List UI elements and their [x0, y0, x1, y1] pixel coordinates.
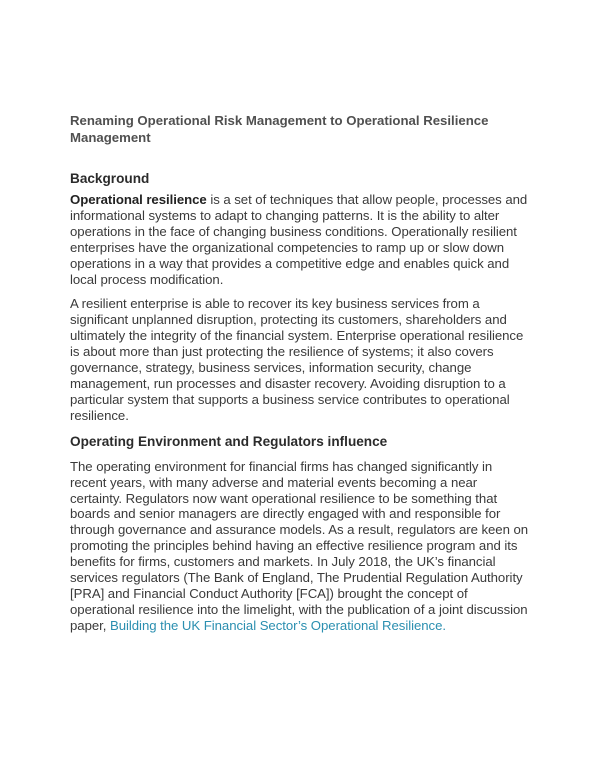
- background-paragraph-1: [70, 192, 532, 287]
- environment-paragraph-1: [70, 459, 532, 634]
- term-operational-resilience: Operational resilience: [70, 192, 207, 207]
- discussion-paper-link[interactable]: Building the UK Financial Sector’s Operational Resilience.: [109, 617, 446, 633]
- document-title: Renaming Operational Risk Management to Operational Resilience Management: [70, 113, 489, 145]
- environment-paragraph-1-text: The operating environment for financial firms has changed significantly in recent years, with many adverse and material events becoming a near certainty. Regulators now want operational resilience to be something that boards and senior managers are directly engaged with and responsible for through governance and assurance models. As a result, regulators are keen on promoting the principles behind having an effective resilience program and its benefits for firms, customers and markets. In July 2018, the UK’s financial services regulators (The Bank of England, The Prudential Regulation Authority [PRA] and Financial Conduct Authority [FCA]) brought the concept of operational resilience into the limelight, with the publication of a joint discussion paper,: [70, 458, 529, 633]
- document-page: [70, 112, 532, 643]
- section-heading-environment: Operating Environment and Regulators influence: [70, 433, 388, 449]
- background-paragraph-2: A resilient enterprise is able to recover its key business services from a significant unplanned disruption, protecting its customers, shareholders and ultimately the integrity of the financial system. Enterprise operational resilience is about more than just protecting the resilience of systems; it also covers governance, strategy, business services, information security, change management, run processes and disaster recovery. Avoiding disruption to a particular system that supports a business service contributes to operational resilience.: [70, 296, 524, 423]
- background-paragraph-1-text: is a set of techniques that allow people, processes and informational systems to adapt to changing patterns. It is the ability to alter operations in the face of changing business conditions. Operationally resilient enterprises have the organizational competencies to ramp up or slow down operations in a way that provides a competitive edge and enables quick and local process modification.: [70, 192, 528, 287]
- section-heading-background: Background: [70, 171, 150, 186]
